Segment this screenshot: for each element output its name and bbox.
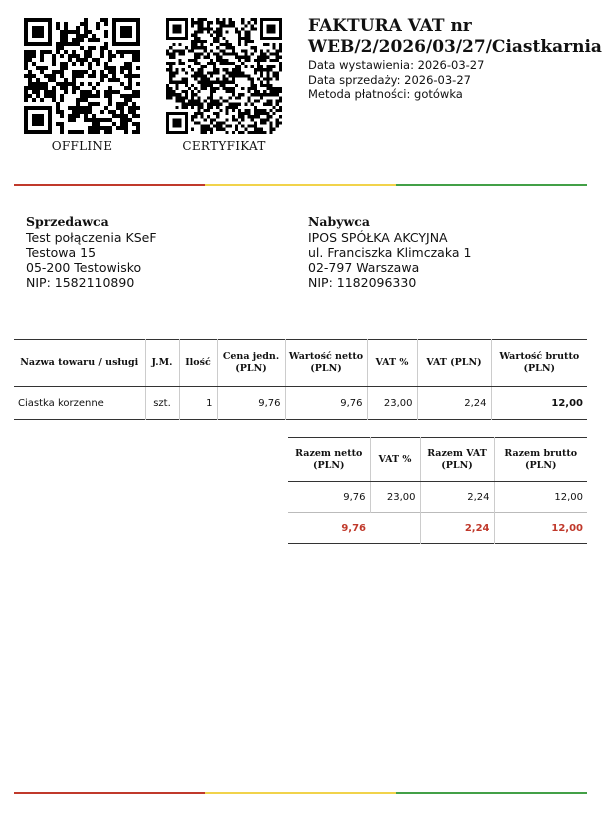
sum-header-net: Razem netto (PLN) <box>288 438 370 482</box>
item-gross-value: 12,00 <box>491 387 587 420</box>
sum-vat: 2,24 <box>420 482 494 513</box>
total-gross: 12,00 <box>494 513 587 544</box>
col-header-net-value: Wartość netto (PLN) <box>285 340 367 387</box>
qr-code-offline <box>24 18 140 134</box>
summary-header-row <box>288 438 587 482</box>
col-header-gross-value: Wartość brutto (PLN) <box>491 340 587 387</box>
item-vat-amount: 2,24 <box>417 387 491 420</box>
col-header-vat-amount: VAT (PLN) <box>417 340 491 387</box>
buyer-nip: NIP: 1182096330 <box>308 275 417 290</box>
buyer-name: IPOS SPÓŁKA AKCYJNA <box>308 230 448 245</box>
invoice-title-line1: FAKTURA VAT nr <box>308 16 472 36</box>
item-unit-price: 9,76 <box>217 387 285 420</box>
stripe-yellow <box>205 792 396 794</box>
seller-street: Testowa 15 <box>26 245 97 260</box>
col-header-unit-price: Cena jedn. (PLN) <box>217 340 285 387</box>
item-unit: szt. <box>145 387 179 420</box>
color-stripe-bottom <box>14 792 587 794</box>
stripe-green <box>396 184 587 186</box>
col-header-qty: Ilość <box>179 340 217 387</box>
summary-row <box>288 482 587 513</box>
sum-vat-rate: 23,00 <box>370 482 420 513</box>
seller-city: 05-200 Testowisko <box>26 260 142 275</box>
item-name: Ciastka korzenne <box>18 397 104 409</box>
total-net: 9,76 <box>288 513 370 544</box>
seller-nip: NIP: 1582110890 <box>26 275 135 290</box>
seller-label: Sprzedawca <box>26 214 109 229</box>
totals-row <box>288 513 587 544</box>
item-vat-rate: 23,00 <box>367 387 417 420</box>
items-header-row <box>14 340 587 387</box>
qr-code-certificate <box>166 18 282 134</box>
stripe-red <box>14 184 205 186</box>
item-qty: 1 <box>179 387 217 420</box>
col-header-name: Nazwa towaru / usługi <box>14 340 145 387</box>
buyer-street: ul. Franciszka Klimczaka 1 <box>308 245 472 260</box>
total-vat: 2,24 <box>420 513 494 544</box>
payment-method: Metoda płatności: gotówka <box>308 87 463 101</box>
total-vat-rate-blank <box>370 513 420 544</box>
qr-certificate-label: CERTYFIKAT <box>182 139 266 153</box>
invoice-number: WEB/2/2026/03/27/Ciastkarnia <box>308 37 602 57</box>
stripe-yellow <box>205 184 396 186</box>
seller-block <box>26 214 157 290</box>
color-stripe-top <box>14 184 587 186</box>
sum-gross: 12,00 <box>494 482 587 513</box>
invoice-header <box>308 16 608 102</box>
sum-header-gross: Razem brutto (PLN) <box>494 438 587 482</box>
stripe-green <box>396 792 587 794</box>
items-table <box>14 339 587 420</box>
item-net-value: 9,76 <box>285 387 367 420</box>
buyer-block <box>308 214 471 290</box>
col-header-vat-rate: VAT % <box>367 340 417 387</box>
sum-header-vat: Razem VAT (PLN) <box>420 438 494 482</box>
col-header-unit: J.M. <box>145 340 179 387</box>
buyer-city: 02-797 Warszawa <box>308 260 420 275</box>
seller-name: Test połączenia KSeF <box>26 230 157 245</box>
summary-table <box>288 437 587 544</box>
stripe-red <box>14 792 205 794</box>
sale-date: Data sprzedaży: 2026-03-27 <box>308 72 471 87</box>
issue-date: Data wystawienia: 2026-03-27 <box>308 58 485 72</box>
sum-header-vat-rate: VAT % <box>370 438 420 482</box>
qr-offline-label: OFFLINE <box>51 139 113 153</box>
table-row <box>14 387 587 420</box>
buyer-label: Nabywca <box>308 214 370 229</box>
sum-net: 9,76 <box>343 491 366 503</box>
